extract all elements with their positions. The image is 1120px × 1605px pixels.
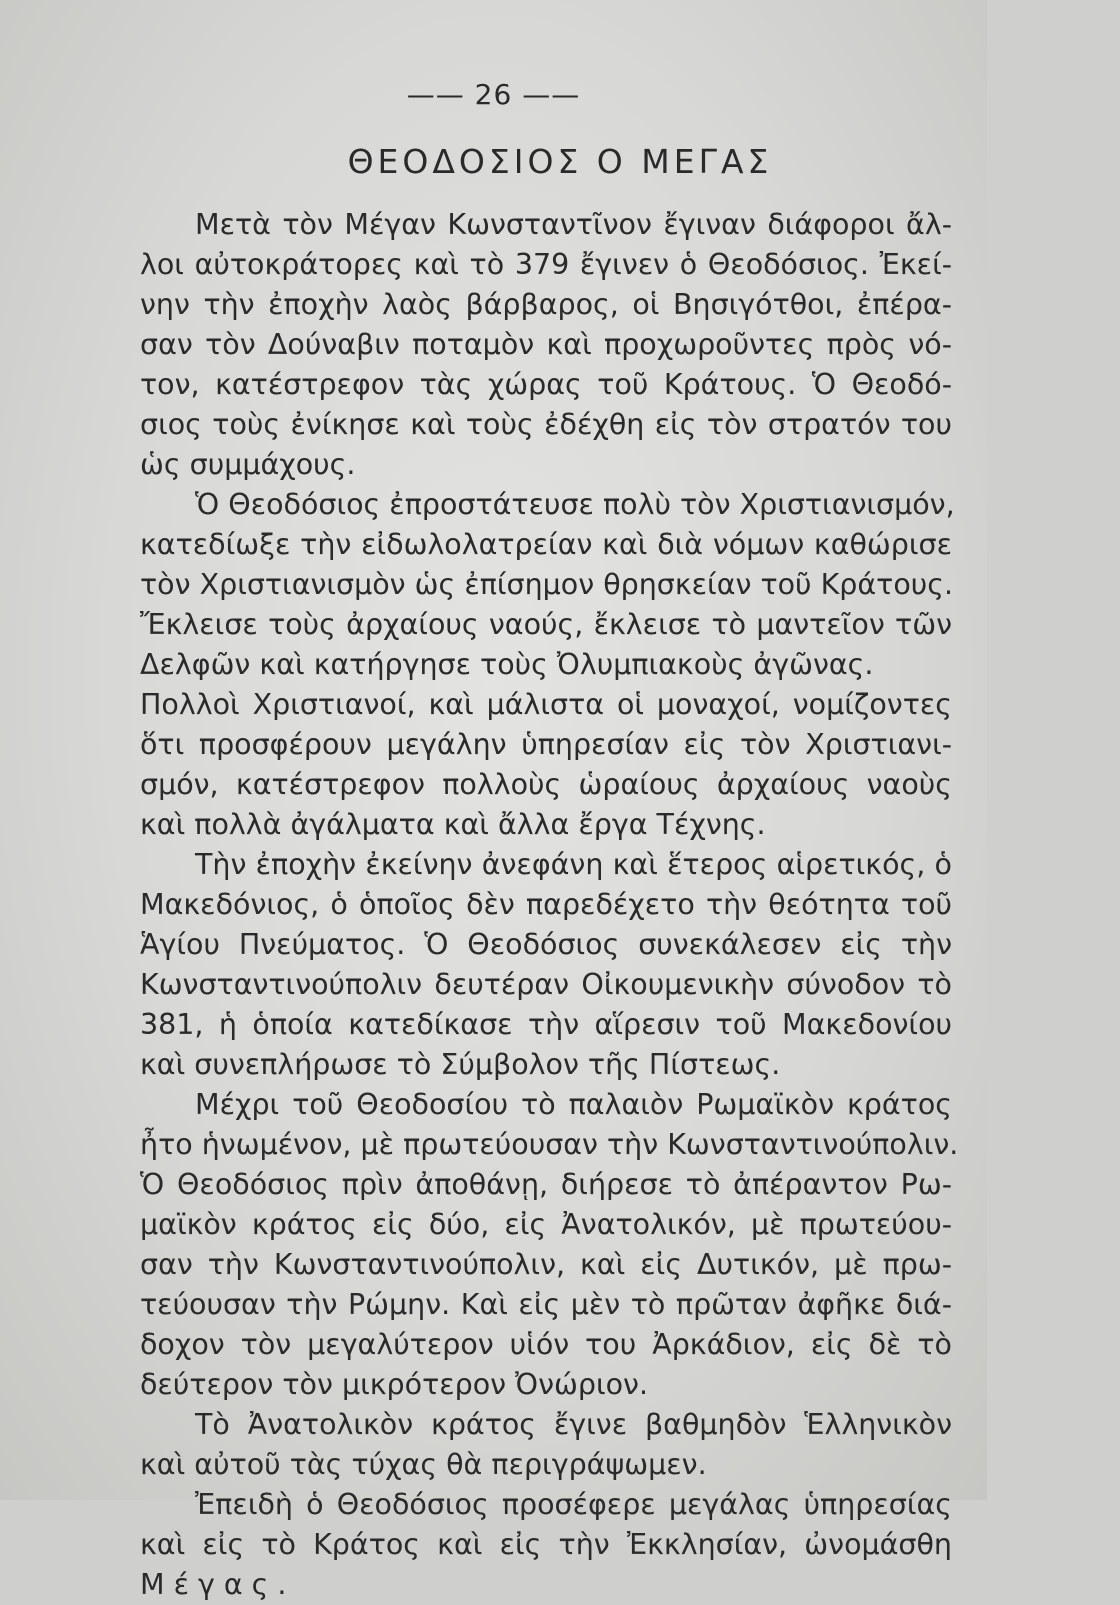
text-line: Ἁγίου Πνεύματος. Ὁ Θεοδόσιος συνεκάλεσεν εἰς τὴν — [140, 928, 952, 961]
text-line: καὶ συνεπλήρωσε τὸ Σύμβολον τῆς Πίστεως. — [140, 1048, 781, 1081]
text-line: μαϊκὸν κράτος εἰς δύο, εἰς Ἀνατολικόν, μὲ πρωτεύου- — [140, 1208, 952, 1241]
text-line: Ὁ Θεοδόσιος πρὶν ἀποθάνῃ, διήρεσε τὸ ἀπέραντον Ρω- — [140, 1168, 952, 1201]
body-text — [140, 205, 959, 1605]
text-line: δεύτερον τὸν μικρότερον Ὀνώριον. — [140, 1368, 649, 1401]
text-line: Τὴν ἐποχὴν ἐκείνην ἀνεφάνη καὶ ἕτερος αἱρετικός, ὁ — [195, 848, 952, 881]
text-line: Ἐπειδὴ ὁ Θεοδόσιος προσέφερε μεγάλας ὑπηρεσίας — [195, 1488, 952, 1521]
text-line: σιος τοὺς ἐνίκησε καὶ τοὺς ἐδέχθη εἰς τὸν στρατόν του — [140, 408, 952, 441]
text-line: καὶ αὐτοῦ τὰς τύχας θὰ περιγράψωμεν. — [140, 1448, 707, 1481]
page-number: —— 26 —— — [406, 78, 581, 111]
text-line: καὶ πολλὰ ἀγάλματα καὶ ἄλλα ἔργα Τέχνης. — [140, 808, 766, 841]
text-line: ὡς συμμάχους. — [140, 448, 356, 481]
text-line: καὶ εἰς τὸ Κράτος καὶ εἰς τὴν Ἐκκλησίαν, ὠνομάσθη — [140, 1528, 952, 1561]
text-line: σαν τὸν Δούναβιν ποταμὸν καὶ προχωροῦντες πρὸς νό- — [140, 328, 952, 361]
text-line: Ὁ Θεοδόσιος ἐπροστάτευσε πολὺ τὸν Χριστιανισμόν, — [195, 488, 955, 521]
text-line: σμόν, κατέστρεφον πολλοὺς ὡραίους ἀρχαίους ναοὺς — [140, 768, 952, 801]
text-line: Κωνσταντινούπολιν δευτέραν Οἰκουμενικὴν σύνοδον τὸ — [140, 968, 952, 1001]
chapter-title: ΘΕΟΔΟΣΙΟΣ Ο ΜΕΓΑΣ — [347, 142, 773, 181]
text-line: τὸν Χριστιανισμὸν ὡς ἐπίσημον θρησκείαν τοῦ Κράτους. — [140, 568, 954, 601]
text-line: λοι αὐτοκράτορες καὶ τὸ 379 ἔγινεν ὁ Θεοδόσιος. Ἐκεί- — [140, 248, 952, 281]
text-line: Δελφῶν καὶ κατήργησε τοὺς Ὀλυμπιακοὺς ἀγῶνας. — [140, 648, 874, 681]
text-line: τεύουσαν τὴν Ρώμην. Καὶ εἰς μὲν τὸ πρῶταν ἀφῆκε διά- — [140, 1288, 952, 1321]
text-line: σαν τὴν Κωνσταντινούπολιν, καὶ εἰς Δυτικόν, μὲ πρω- — [140, 1248, 952, 1281]
text-line: δοχον τὸν μεγαλύτερον υἱόν του Ἀρκάδιον, εἰς δὲ τὸ — [140, 1328, 952, 1361]
text-line: τον, κατέστρεφον τὰς χώρας τοῦ Κράτους. Ὁ Θεοδό- — [140, 368, 952, 401]
text-line: ἦτο ἡνωμένον, μὲ πρωτεύουσαν τὴν Κωνσταντινούπολιν. — [140, 1128, 959, 1161]
text-line: κατεδίωξε τὴν εἰδωλολατρείαν καὶ διὰ νόμων καθώρισε — [140, 528, 952, 561]
text-line: νην τὴν ἐποχὴν λαὸς βάρβαρος, οἱ Βησιγότθοι, ἐπέρα- — [140, 288, 952, 321]
text-line: Μακεδόνιος, ὁ ὁποῖος δὲν παρεδέχετο τὴν θεότητα τοῦ — [140, 888, 952, 921]
text-line: Μέγας. — [140, 1568, 296, 1601]
text-line: Τὸ Ἀνατολικὸν κράτος ἔγινε βαθμηδὸν Ἑλληνικὸν — [195, 1408, 952, 1441]
text-line: Μέχρι τοῦ Θεοδοσίου τὸ παλαιὸν Ρωμαϊκὸν κράτος — [195, 1088, 952, 1121]
text-line: Πολλοὶ Χριστιανοί, καὶ μάλιστα οἱ μοναχοί, νομίζοντες — [140, 688, 952, 721]
text-line: ὅτι προσφέρουν μεγάλην ὑπηρεσίαν εἰς τὸν Χριστιανι- — [140, 728, 952, 761]
text-line: Μετὰ τὸν Μέγαν Κωνσταντῖνον ἔγιναν διάφοροι ἄλ- — [195, 208, 952, 241]
text-line: Ἔκλεισε τοὺς ἀρχαίους ναούς, ἔκλεισε τὸ μαντεῖον τῶν — [140, 608, 952, 641]
text-line: 381, ἡ ὁποία κατεδίκασε τὴν αἵρεσιν τοῦ Μακεδονίου — [140, 1008, 952, 1041]
